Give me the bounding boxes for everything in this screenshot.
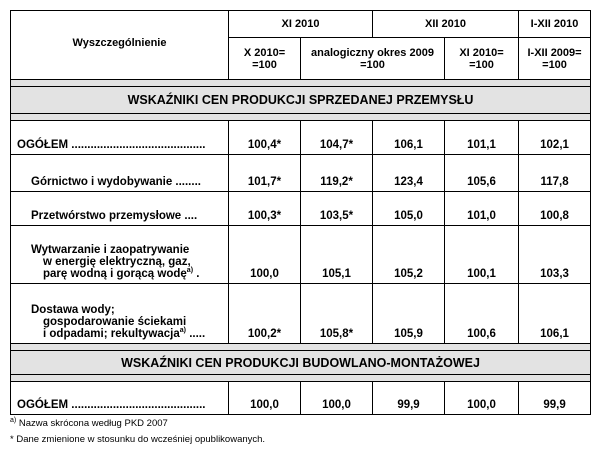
label-dots: . [193,268,200,280]
cell-value: 100,0 [229,382,301,415]
group-header-xii-2010: XII 2010 [373,11,519,38]
table-row [11,121,591,155]
table-row [11,155,591,192]
cell-value: 100,8 [519,192,591,226]
label-line: gospodarowanie ściekami [43,316,187,328]
row-label: Przetwórstwo przemysłowe .... [11,192,229,226]
label-dots: ..... [186,328,206,340]
spacer [11,375,591,382]
cell-value: 100,6 [445,284,519,344]
footnote-star: * Dane zmienione w stosunku do wcześniej opublikowanych. [10,434,266,445]
row-label: OGÓŁEM .......................................... [11,382,229,415]
subcol-x-2010: X 2010= =100 [229,38,301,80]
group-header-i-xii-2010: I-XII 2010 [519,11,591,38]
cell-value: 100,1 [445,226,519,284]
cell-value: 105,1 [301,226,373,284]
cell-value: 104,7* [301,121,373,155]
cell-value: 103,5* [301,192,373,226]
cell-value: 105,9 [373,284,445,344]
cell-value: 105,8* [301,284,373,344]
footnote-marker: a) [10,416,17,424]
cell-value: 102,1 [519,121,591,155]
spacer [11,344,591,351]
label-line: Dostawa wody; [31,304,115,316]
cell-value: 100,4* [229,121,301,155]
cell-value: 101,7* [229,155,301,192]
section-title-industry: WSKAŹNIKI CEN PRODUKCJI SPRZEDANEJ PRZEMYSŁU [11,87,591,114]
cell-value: 99,9 [373,382,445,415]
row-label: Górnictwo i wydobywanie ........ [11,155,229,192]
footnote-a-text: Nazwa skrócona według PKD 2007 [16,418,168,429]
cell-value: 100,0 [229,226,301,284]
cell-value: 100,2* [229,284,301,344]
cell-value: 106,1 [373,121,445,155]
subcol-i-xii-2009: I-XII 2009= =100 [519,38,591,80]
table-row [11,284,591,344]
spacer [11,114,591,121]
footnote-marker: a) [186,267,194,275]
footnote-marker: a) [179,327,186,335]
subcol-xi-2010: XI 2010= =100 [445,38,519,80]
label-line: Wytwarzanie i zaopatrywanie [31,244,190,256]
table-row [11,226,591,284]
row-label [11,284,229,344]
cell-value: 100,0 [445,382,519,415]
cell-value: 106,1 [519,284,591,344]
subcol-analog-2009: analogiczny okres 2009 =100 [301,38,445,80]
spacer [11,80,591,87]
cell-value: 100,0 [301,382,373,415]
price-index-report [10,10,590,456]
cell-value: 123,4 [373,155,445,192]
label-text: i odpadami; rekultywacja [43,328,180,340]
cell-value: 105,6 [445,155,519,192]
cell-value: 101,1 [445,121,519,155]
label-text: parę wodną i gorącą wodę [43,268,187,280]
group-header-xi-2010: XI 2010 [229,11,373,38]
table-row [11,382,591,415]
label-line: w energię elektryczną, gaz, [43,256,191,268]
cell-value: 103,3 [519,226,591,284]
label-line-last [31,268,222,280]
cell-value: 100,3* [229,192,301,226]
label-column-header: Wyszczególnienie [11,11,229,80]
cell-value: 105,2 [373,226,445,284]
row-label: OGÓŁEM .......................................... [11,121,229,155]
label-line-last [31,328,222,340]
price-index-table [10,10,591,415]
cell-value: 119,2* [301,155,373,192]
cell-value: 105,0 [373,192,445,226]
section-title-construction: WSKAŹNIKI CEN PRODUKCJI BUDOWLANO-MONTAŻOWEJ [11,351,591,375]
table-row [11,192,591,226]
cell-value: 99,9 [519,382,591,415]
cell-value: 101,0 [445,192,519,226]
row-label [11,226,229,284]
footnote-a [10,418,168,429]
cell-value: 117,8 [519,155,591,192]
